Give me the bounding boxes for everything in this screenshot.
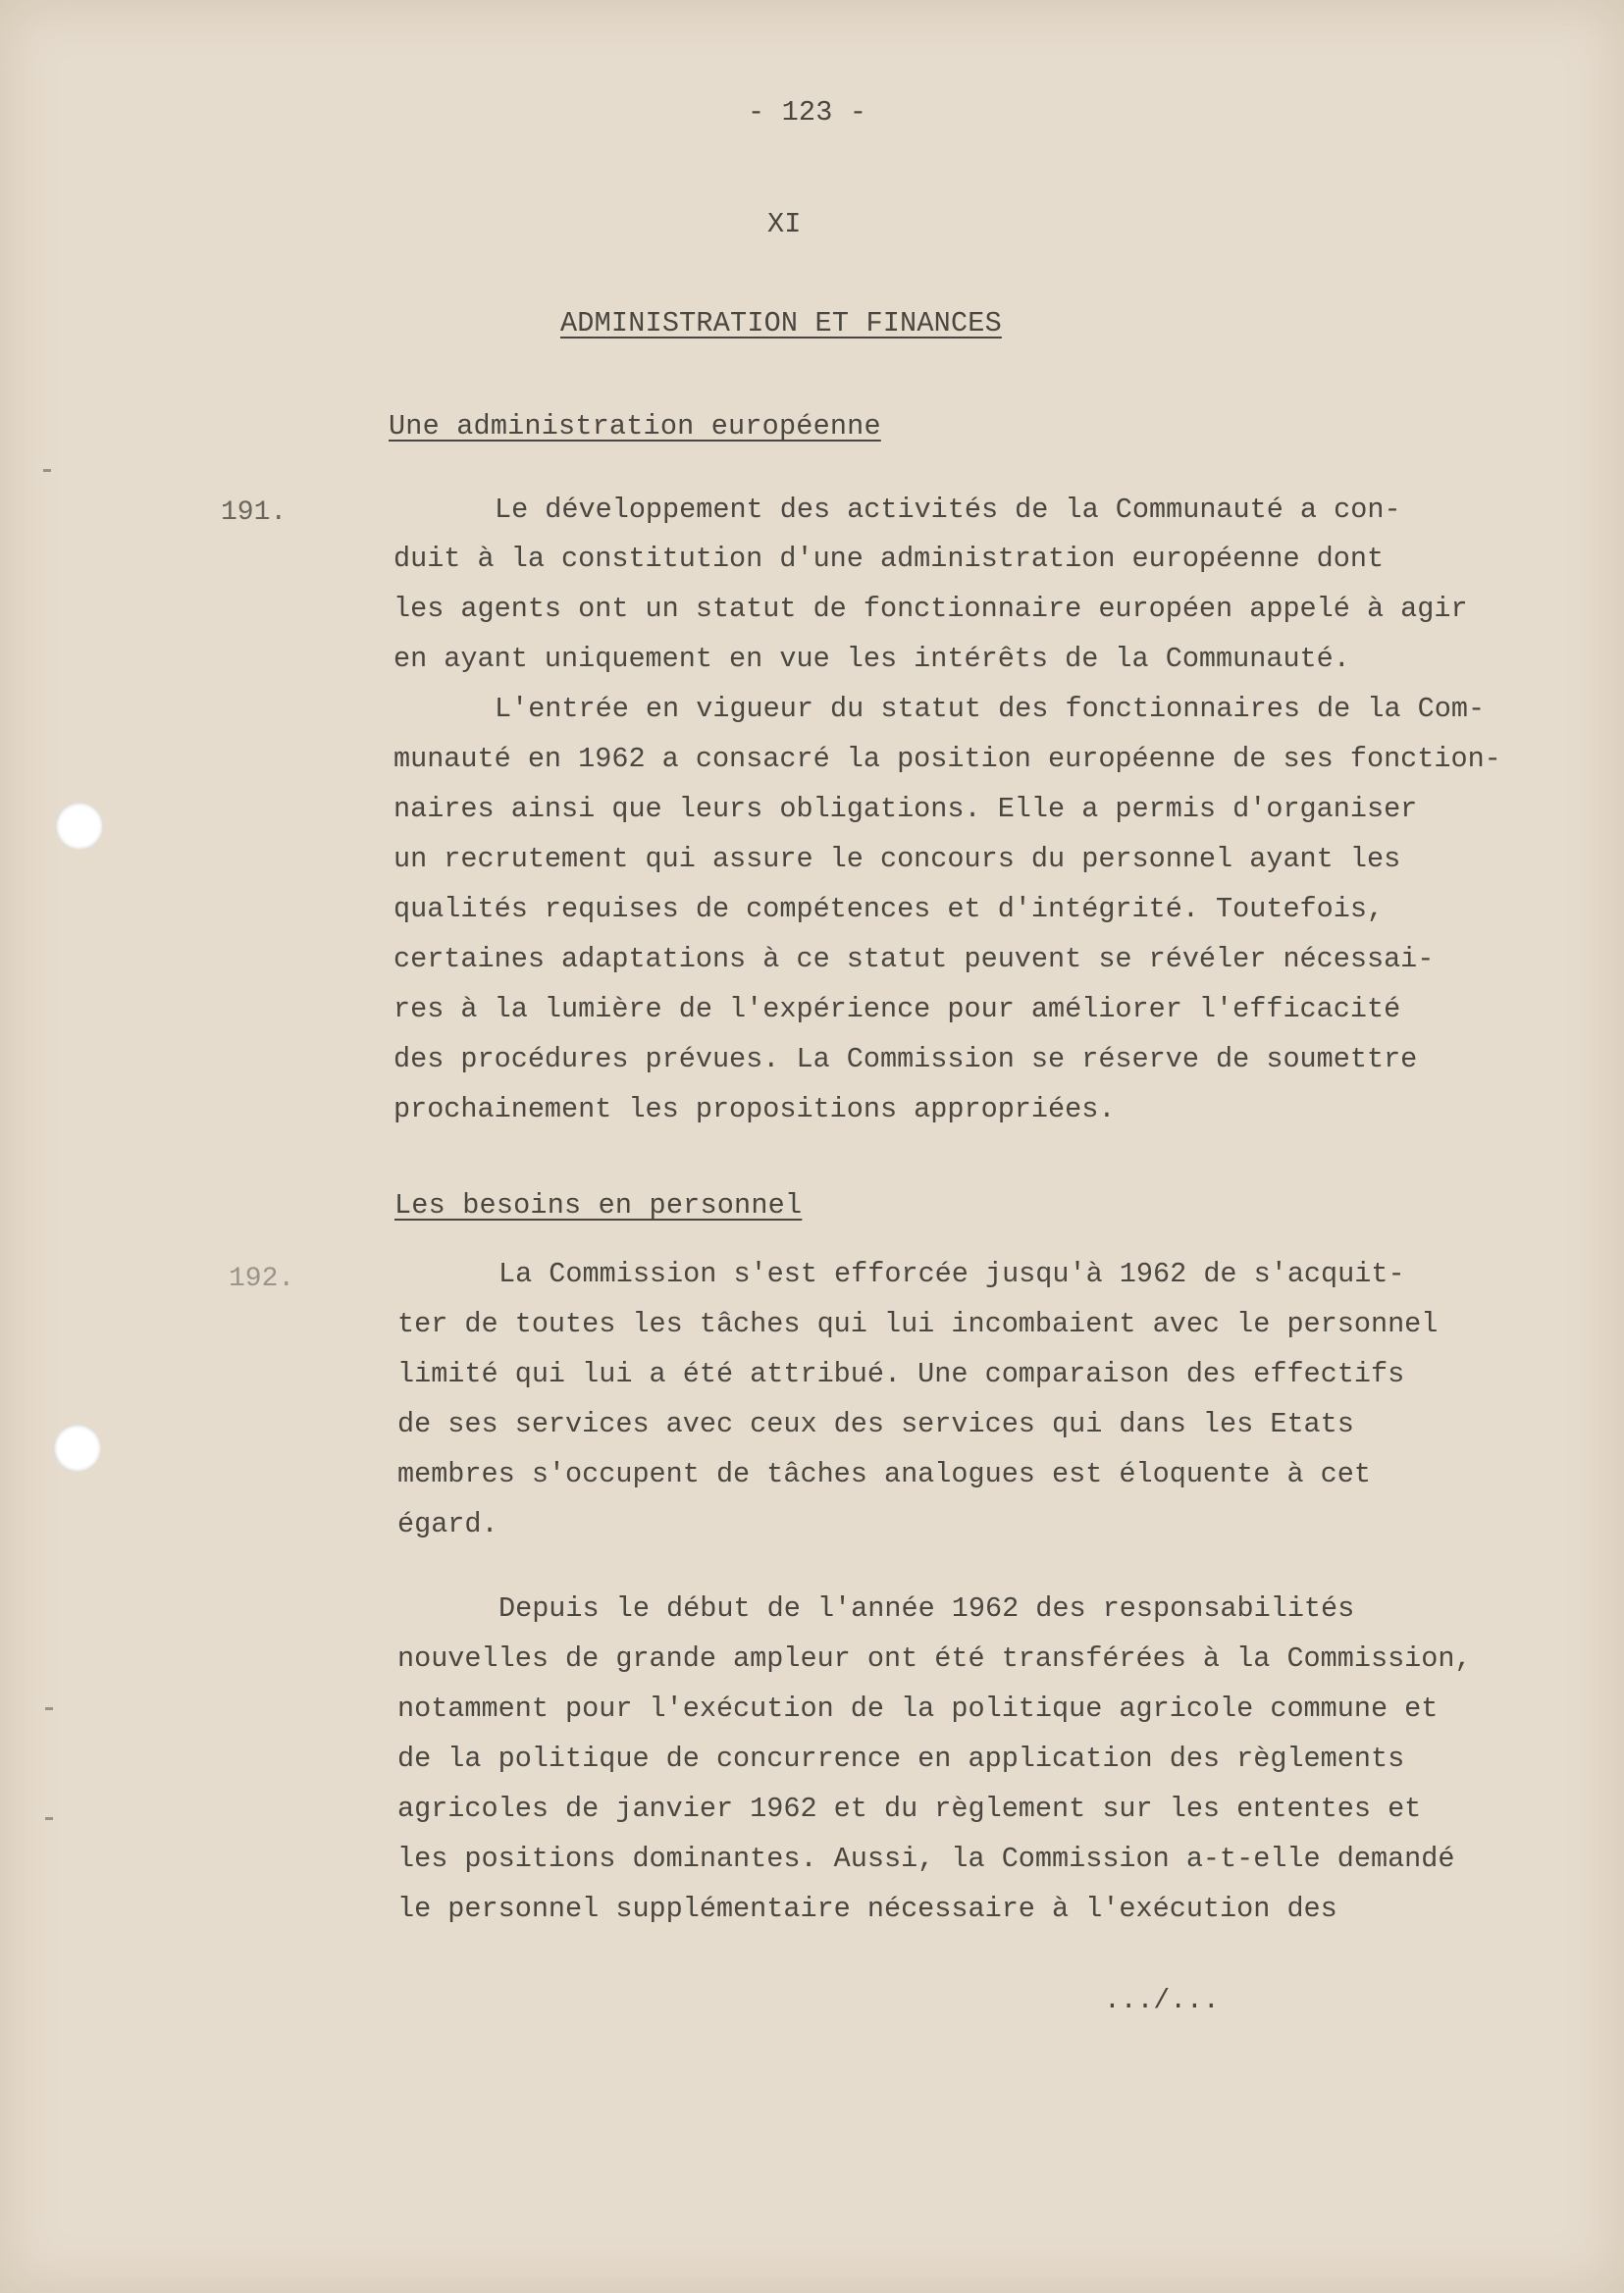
text-line: naires ainsi que leurs obligations. Elle a permis d'organiser — [393, 793, 1418, 825]
continuation-mark: .../... — [1104, 1986, 1220, 2016]
text-line: qualités requises de compétences et d'intégrité. Toutefois, — [393, 893, 1385, 925]
text-line: le personnel supplémentaire nécessaire à l'exécution des — [397, 1893, 1337, 1925]
text-line: duit à la constitution d'une administration européenne dont — [393, 543, 1385, 575]
text-line: de ses services avec ceux des services qui dans les Etats — [397, 1408, 1354, 1440]
text-line: agricoles de janvier 1962 et du règlement sur les ententes et — [397, 1793, 1422, 1825]
page-number: - 123 - — [748, 96, 867, 129]
text-line: munauté en 1962 a consacré la position européenne de ses fonction- — [393, 743, 1501, 775]
text-line: nouvelles de grande ampleur ont été transférées à la Commission, — [397, 1642, 1472, 1675]
margin-mark — [43, 469, 51, 472]
text-line: égard. — [397, 1508, 498, 1540]
text-line: membres s'occupent de tâches analogues est éloquente à cet — [397, 1458, 1371, 1490]
section-title: Les besoins en personnel — [394, 1189, 803, 1222]
paragraph-number: 191. — [221, 497, 288, 528]
punch-hole — [56, 803, 103, 850]
text-line: ter de toutes les tâches qui lui incombaient avec le personnel — [397, 1308, 1439, 1340]
paragraph-number: 192. — [229, 1264, 295, 1294]
text-line: Depuis le début de l'année 1962 des responsabilités — [498, 1592, 1355, 1625]
text-line: notamment pour l'exécution de la politique agricole commune et — [397, 1693, 1439, 1725]
text-line: en ayant uniquement en vue les intérêts de la Communauté. — [393, 643, 1350, 675]
section-title: Une administration européenne — [389, 410, 881, 443]
text-line: La Commission s'est efforcée jusqu'à 1962 de s'acquit- — [498, 1258, 1405, 1290]
text-line: prochainement les propositions appropriées. — [393, 1093, 1116, 1125]
text-line: limité qui lui a été attribué. Une comparaison des effectifs — [397, 1358, 1405, 1390]
text-line: Le développement des activités de la Communauté a con- — [495, 494, 1401, 526]
chapter-number: XI — [767, 208, 802, 240]
text-line: les positions dominantes. Aussi, la Commission a-t-elle demandé — [397, 1843, 1455, 1875]
margin-mark — [45, 1707, 53, 1710]
text-line: les agents ont un statut de fonctionnaire européen appelé à agir — [393, 593, 1468, 625]
text-line: certaines adaptations à ce statut peuvent se révéler nécessai- — [393, 943, 1435, 975]
text-line: L'entrée en vigueur du statut des fonctionnaires de la Com- — [495, 693, 1486, 725]
text-line: res à la lumière de l'expérience pour améliorer l'efficacité — [393, 993, 1401, 1025]
chapter-title: ADMINISTRATION ET FINANCES — [560, 307, 1002, 339]
margin-mark — [45, 1817, 53, 1820]
text-line: de la politique de concurrence en application des règlements — [397, 1743, 1405, 1775]
punch-hole — [54, 1425, 101, 1472]
text-line: un recrutement qui assure le concours du personnel ayant les — [393, 843, 1401, 875]
text-line: des procédures prévues. La Commission se réserve de soumettre — [393, 1043, 1418, 1075]
